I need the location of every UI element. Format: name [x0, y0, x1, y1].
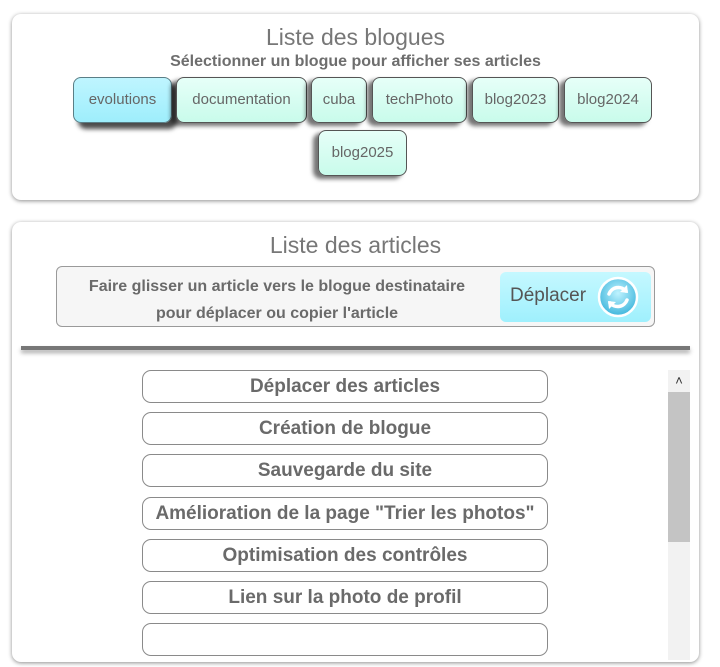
article-item[interactable]: Déplacer des articles — [142, 370, 548, 403]
article-item[interactable]: Optimisation des contrôles — [142, 539, 548, 572]
instructions-text — [57, 273, 497, 327]
move-button-label: Déplacer — [510, 285, 587, 306]
divider — [21, 346, 690, 350]
move-button[interactable] — [500, 272, 651, 322]
article-list — [12, 367, 699, 667]
article-item[interactable]: Amélioration de la page "Trier les photos" — [142, 497, 548, 530]
article-item[interactable]: Sauvegarde du site — [142, 454, 548, 487]
blog-tab-blog2025[interactable]: blog2025 — [318, 130, 407, 176]
scroll-up-arrow-icon[interactable]: ˄ — [675, 373, 683, 388]
instructions-line-2: pour déplacer ou copier l'article — [155, 305, 399, 322]
blog-tab-blog2024[interactable]: blog2024 — [564, 77, 652, 123]
blog-tab-cuba[interactable]: cuba — [311, 77, 367, 123]
article-item[interactable]: Lien sur la photo de profil — [142, 581, 548, 614]
blog-list-subtitle: Sélectionner un blogue pour afficher ses articles — [170, 53, 541, 70]
article-list-panel — [12, 222, 699, 662]
blog-list-title: Liste des blogues — [265, 24, 445, 50]
article-item[interactable]: Création de blogue — [142, 412, 548, 445]
instructions-line-1: Faire glisser un article vers le blogue destinataire — [88, 278, 466, 295]
article-list-title: Liste des articles — [269, 232, 442, 258]
blog-tab-documentation[interactable]: documentation — [176, 77, 307, 123]
blog-list-panel — [12, 14, 699, 200]
refresh-icon — [597, 276, 639, 318]
instructions-box — [56, 266, 655, 327]
blog-tab-evolutions[interactable]: evolutions — [73, 77, 172, 123]
article-list-scrollbar[interactable] — [668, 370, 690, 660]
scroll-thumb[interactable] — [668, 392, 690, 542]
blog-tab-blog2023[interactable]: blog2023 — [472, 77, 559, 123]
blog-tab-techphoto[interactable]: techPhoto — [372, 77, 467, 123]
